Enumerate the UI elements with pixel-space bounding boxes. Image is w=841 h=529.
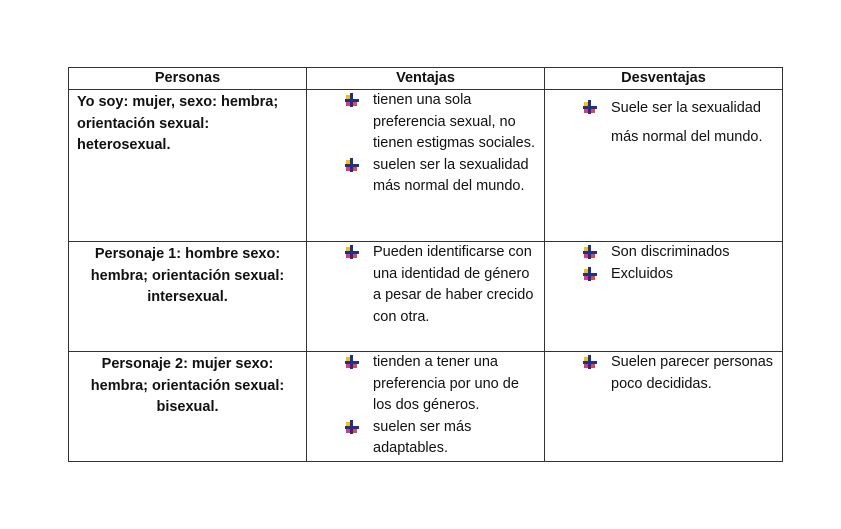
cross-bullet-icon	[345, 158, 359, 172]
ventajas-list	[307, 90, 544, 198]
list-item	[545, 264, 782, 286]
list-item	[307, 242, 544, 328]
ventajas-cell	[307, 242, 545, 352]
header-personas: Personas	[69, 68, 307, 90]
list-item	[545, 352, 782, 395]
list-item-text: suelen ser la sexualidad más normal del mundo.	[373, 156, 529, 194]
list-item	[545, 94, 782, 152]
list-item-text: Excluidos	[611, 265, 674, 282]
desventajas-cell	[545, 90, 783, 242]
list-item-text: Suelen parecer personas poco decididas.	[611, 354, 774, 392]
table-header-row	[69, 68, 783, 90]
table-row	[69, 352, 783, 462]
persona-text: Personaje 2: mujer sexo: hembra; orientación sexual: bisexual.	[90, 356, 285, 415]
desventajas-list	[545, 352, 782, 395]
list-item	[307, 90, 544, 155]
cross-bullet-icon	[345, 420, 359, 434]
persona-text: Yo soy: mujer, sexo: hembra; orientación sexual: heterosexual.	[77, 94, 279, 153]
persona-cell	[69, 90, 307, 242]
list-item-text: tienen una sola preferencia sexual, no tienen estigmas sociales.	[373, 92, 535, 151]
desventajas-list	[545, 242, 782, 285]
list-item	[307, 155, 544, 198]
ventajas-list	[307, 242, 544, 328]
ventajas-cell	[307, 352, 545, 462]
comparison-table	[68, 67, 783, 462]
list-item-text: Suele ser la sexualidad más normal del mundo.	[611, 100, 763, 145]
table-row	[69, 242, 783, 352]
list-item	[307, 352, 544, 417]
cross-bullet-icon	[583, 355, 597, 369]
list-item	[307, 417, 544, 460]
ventajas-cell	[307, 90, 545, 242]
table-row	[69, 90, 783, 242]
list-item-text: suelen ser más adaptables.	[373, 418, 472, 456]
cross-bullet-icon	[345, 245, 359, 259]
cross-bullet-icon	[583, 245, 597, 259]
persona-text: Personaje 1: hombre sexo: hembra; orientación sexual: intersexual.	[90, 246, 285, 305]
cross-bullet-icon	[345, 93, 359, 107]
header-ventajas: Ventajas	[307, 68, 545, 90]
cross-bullet-icon	[583, 267, 597, 281]
list-item	[545, 242, 782, 264]
list-item-text: Pueden identificarse con una identidad de género a pesar de haber crecido con otra.	[373, 244, 534, 325]
desventajas-list	[545, 94, 782, 152]
list-item-text: Son discriminados	[611, 244, 730, 260]
header-desventajas: Desventajas	[545, 68, 783, 90]
persona-cell	[69, 352, 307, 462]
list-item-text: tienden a tener una preferencia por uno de los dos géneros.	[373, 354, 519, 413]
ventajas-list	[307, 352, 544, 460]
cross-bullet-icon	[583, 100, 597, 114]
persona-cell	[69, 242, 307, 352]
desventajas-cell	[545, 352, 783, 462]
desventajas-cell	[545, 242, 783, 352]
cross-bullet-icon	[345, 355, 359, 369]
